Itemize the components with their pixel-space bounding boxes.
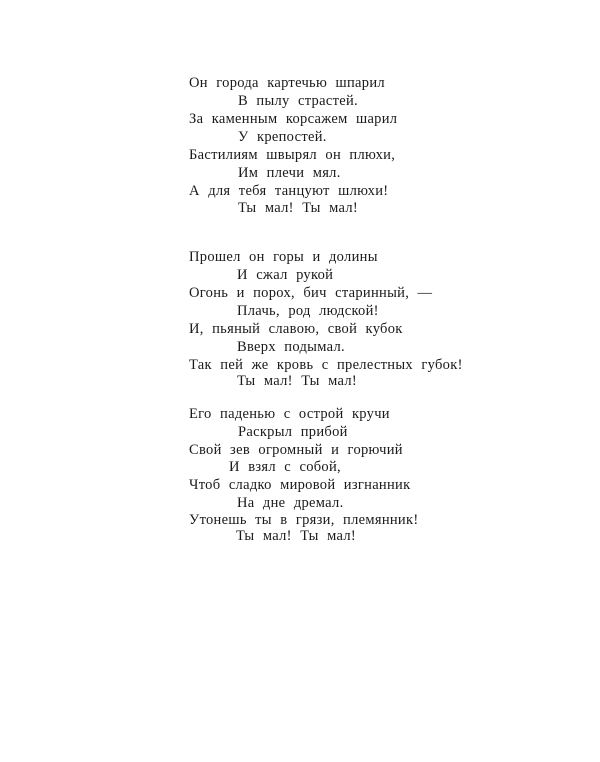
poem-line: Так пей же кровь с прелестных губок! [189, 357, 463, 373]
poem-line: На дне дремал. [237, 495, 344, 511]
poem-line: Бастилиям швырял он плюхи, [189, 147, 396, 163]
poem-line: Прошел он горы и долины [189, 249, 378, 265]
poem-line: Вверх подымал. [237, 339, 345, 355]
poem-line: Ты мал! Ты мал! [238, 200, 359, 216]
poem-line: Ты мал! Ты мал! [237, 373, 358, 389]
poem-line: За каменным корсажем шарил [189, 111, 398, 127]
poem-line: И сжал рукой [237, 267, 334, 283]
poem-line: Огонь и порох, бич старинный, — [189, 285, 433, 301]
poem-line: Им плечи мял. [238, 165, 341, 181]
poem-line: И, пьяный славою, свой кубок [189, 321, 403, 337]
poem-line: А для тебя танцуют шлюхи! [189, 183, 389, 199]
poem-line: Ты мал! Ты мал! [236, 528, 357, 544]
poem-line: Плачь, род людской! [237, 303, 379, 319]
poem-line: Утонешь ты в грязи, племянник! [189, 512, 419, 528]
poem-line: Чтоб сладко мировой изгнанник [189, 477, 411, 493]
poem-line: И взял с собой, [229, 459, 341, 475]
poem-line: Раскрыл прибой [238, 424, 348, 440]
poem-line: Свой зев огромный и горючий [189, 442, 403, 458]
poem-line: У крепостей. [238, 129, 327, 145]
poem-line: В пылу страстей. [238, 93, 358, 109]
poem-line: Его паденью с острой кручи [189, 406, 390, 422]
poem-line: Он города картечью шпарил [189, 75, 385, 91]
